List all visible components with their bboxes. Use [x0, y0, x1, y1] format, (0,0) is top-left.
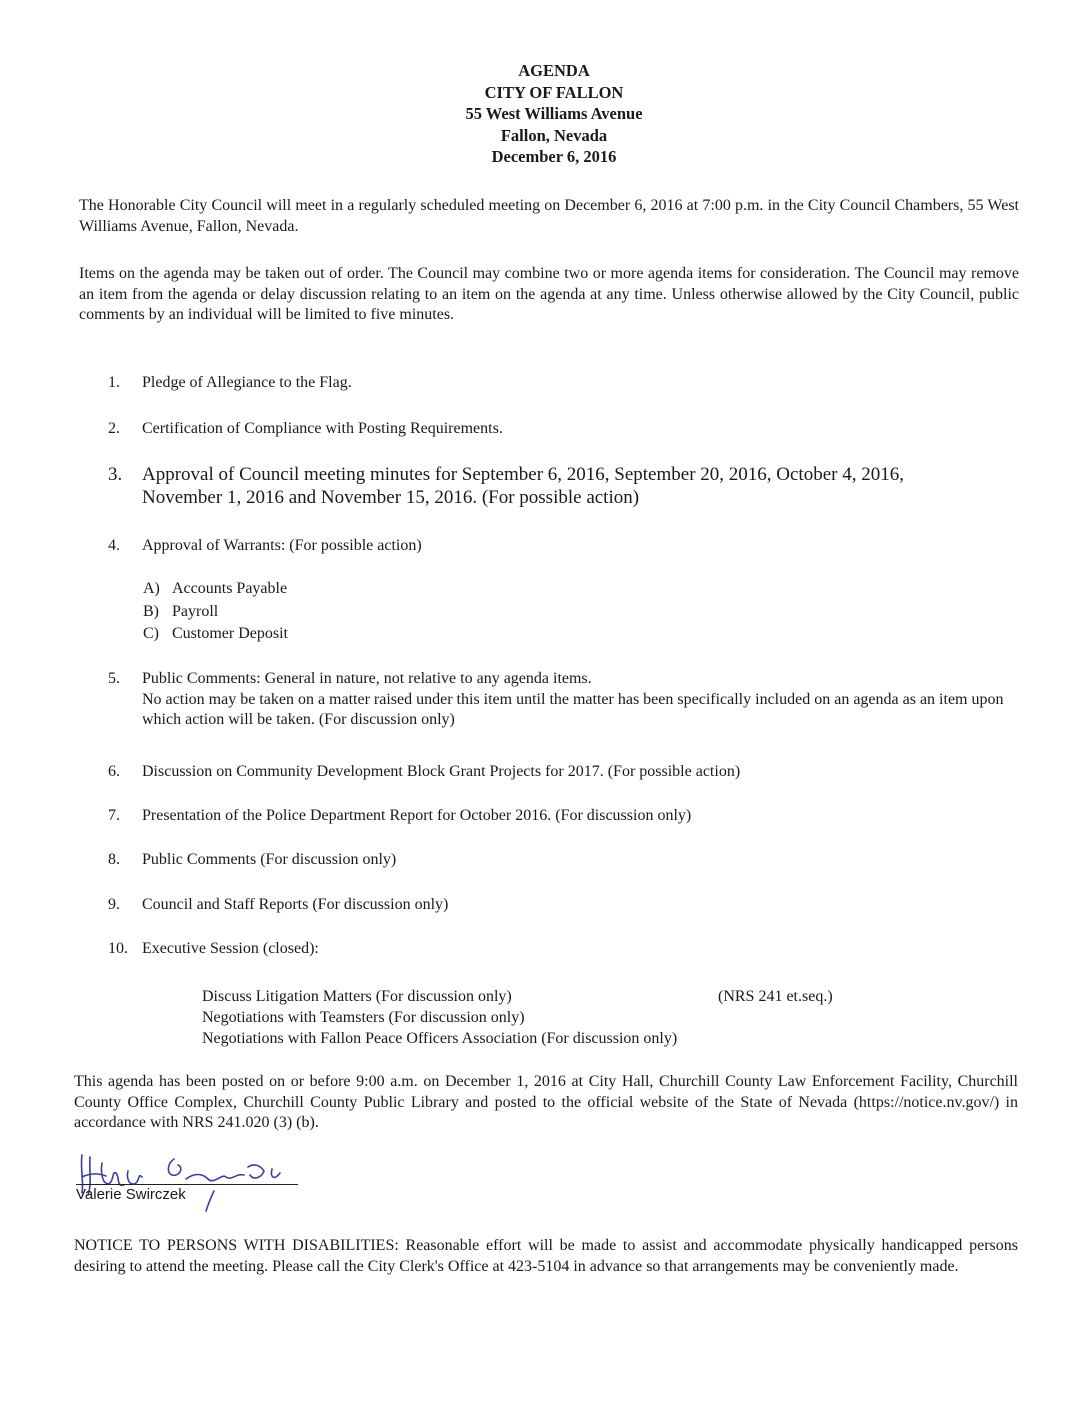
item-number: 1. — [108, 374, 120, 391]
executive-row — [202, 986, 833, 1007]
item-number: 6. — [108, 763, 120, 780]
item-text-continued: November 1, 2016 and November 15, 2016. (For possible action) — [142, 487, 640, 508]
item-number: 5. — [108, 670, 120, 687]
warrant-text: Customer Deposit — [172, 625, 288, 642]
agenda-item-4 — [108, 536, 1020, 557]
item-text: Presentation of the Police Department Report for October 2016. (For discussion only) — [142, 807, 692, 824]
header-date: December 6, 2016 — [491, 147, 617, 166]
header-location: Fallon, Nevada — [500, 125, 608, 145]
header-city: CITY OF FALLON — [484, 82, 624, 102]
agenda-item-5 — [108, 669, 1014, 731]
agenda-item-9 — [108, 895, 1020, 916]
item-text: Certification of Compliance with Posting Requirements. — [142, 420, 503, 437]
item-number: 10. — [108, 940, 128, 957]
executive-row: Negotiations with Teamsters (For discussion only) — [202, 1009, 525, 1026]
agenda-header — [0, 60, 1088, 168]
item-number: 7. — [108, 807, 120, 824]
item-number: 9. — [108, 896, 120, 913]
signature-line — [76, 1184, 298, 1185]
agenda-item-8 — [108, 850, 1020, 871]
agenda-item-10 — [108, 939, 1020, 960]
item-number: 8. — [108, 851, 120, 868]
executive-row: Negotiations with Fallon Peace Officers Association (For discussion only) — [202, 1030, 678, 1047]
warrant-item — [143, 623, 288, 646]
item-text: Pledge of Allegiance to the Flag. — [142, 374, 352, 391]
item-text: Approval of Warrants: (For possible action) — [142, 537, 422, 554]
agenda-item-2 — [108, 419, 1020, 440]
signer-name: Valerie Swirczek — [76, 1186, 186, 1203]
agenda-item-6 — [108, 762, 1020, 783]
item-text: Discussion on Community Development Block Grant Projects for 2017. (For possible action) — [142, 763, 741, 780]
item-text: Council and Staff Reports (For discussion only) — [142, 896, 449, 913]
warrant-text: Accounts Payable — [172, 580, 288, 597]
warrant-label: C) — [143, 625, 159, 642]
warrant-item — [143, 601, 288, 624]
agenda-item-3 — [108, 463, 1020, 509]
item-text: Approval of Council meeting minutes for September 6, 2016, September 20, 2016, October 4, 2016, — [142, 464, 904, 485]
agenda-item-7 — [108, 806, 1020, 827]
warrant-item — [143, 578, 288, 601]
rules-paragraph: Items on the agenda may be taken out of order. The Council may combine two or more agenda items for consideration. The Council may remove an item from the agenda or delay discussion relating to an item on the agenda at any time. Unless otherwise allowed by the City Council, public comments by an individual will be limited to five minutes. — [79, 265, 1019, 323]
header-title: AGENDA — [518, 61, 590, 80]
warrant-label: B) — [143, 602, 159, 620]
item-number: 2. — [108, 420, 120, 437]
agenda-item-1 — [108, 373, 1020, 394]
executive-session-list — [202, 986, 833, 1049]
warrant-label: A) — [143, 580, 160, 597]
nrs-reference: (NRS 241 et.seq.) — [718, 988, 833, 1005]
item-text-continued: No action may be taken on a matter raised under this item until the matter has been specifically included on an agenda as an item upon which action will be taken. (For discussion only) — [142, 690, 1004, 728]
warrant-text: Payroll — [172, 602, 219, 620]
header-address: 55 West Williams Avenue — [465, 104, 643, 123]
warrants-list — [143, 578, 288, 646]
executive-row-text: Discuss Litigation Matters (For discussion only) — [202, 988, 512, 1005]
posting-statement: This agenda has been posted on or before 9:00 a.m. on December 1, 2016 at City Hall, Churchill County Law Enforcement Facility, Churchill County Office Complex, Churchill County Public Library and posted to the official website of the State of Nevada (https://notice.nv.gov/) in accordance with NRS 241.020 (3) (b). — [74, 1073, 1018, 1131]
item-text: Public Comments: General in nature, not relative to any agenda items. — [142, 670, 592, 687]
disability-notice: NOTICE TO PERSONS WITH DISABILITIES: Reasonable effort will be made to assist and accommodate physically handicapped persons desiring to attend the meeting. Please call the City Clerk's Office at 423-5104 in advance so that arrangements may be conveniently made. — [74, 1237, 1018, 1275]
item-text: Public Comments (For discussion only) — [142, 851, 397, 868]
item-number: 3. — [108, 464, 123, 485]
item-number: 4. — [108, 537, 120, 554]
intro-paragraph: The Honorable City Council will meet in a regularly scheduled meeting on December 6, 2016 at 7:00 p.m. in the City Council Chambers, 55 West Williams Avenue, Fallon, Nevada. — [79, 197, 1019, 235]
item-text: Executive Session (closed): — [142, 940, 319, 957]
